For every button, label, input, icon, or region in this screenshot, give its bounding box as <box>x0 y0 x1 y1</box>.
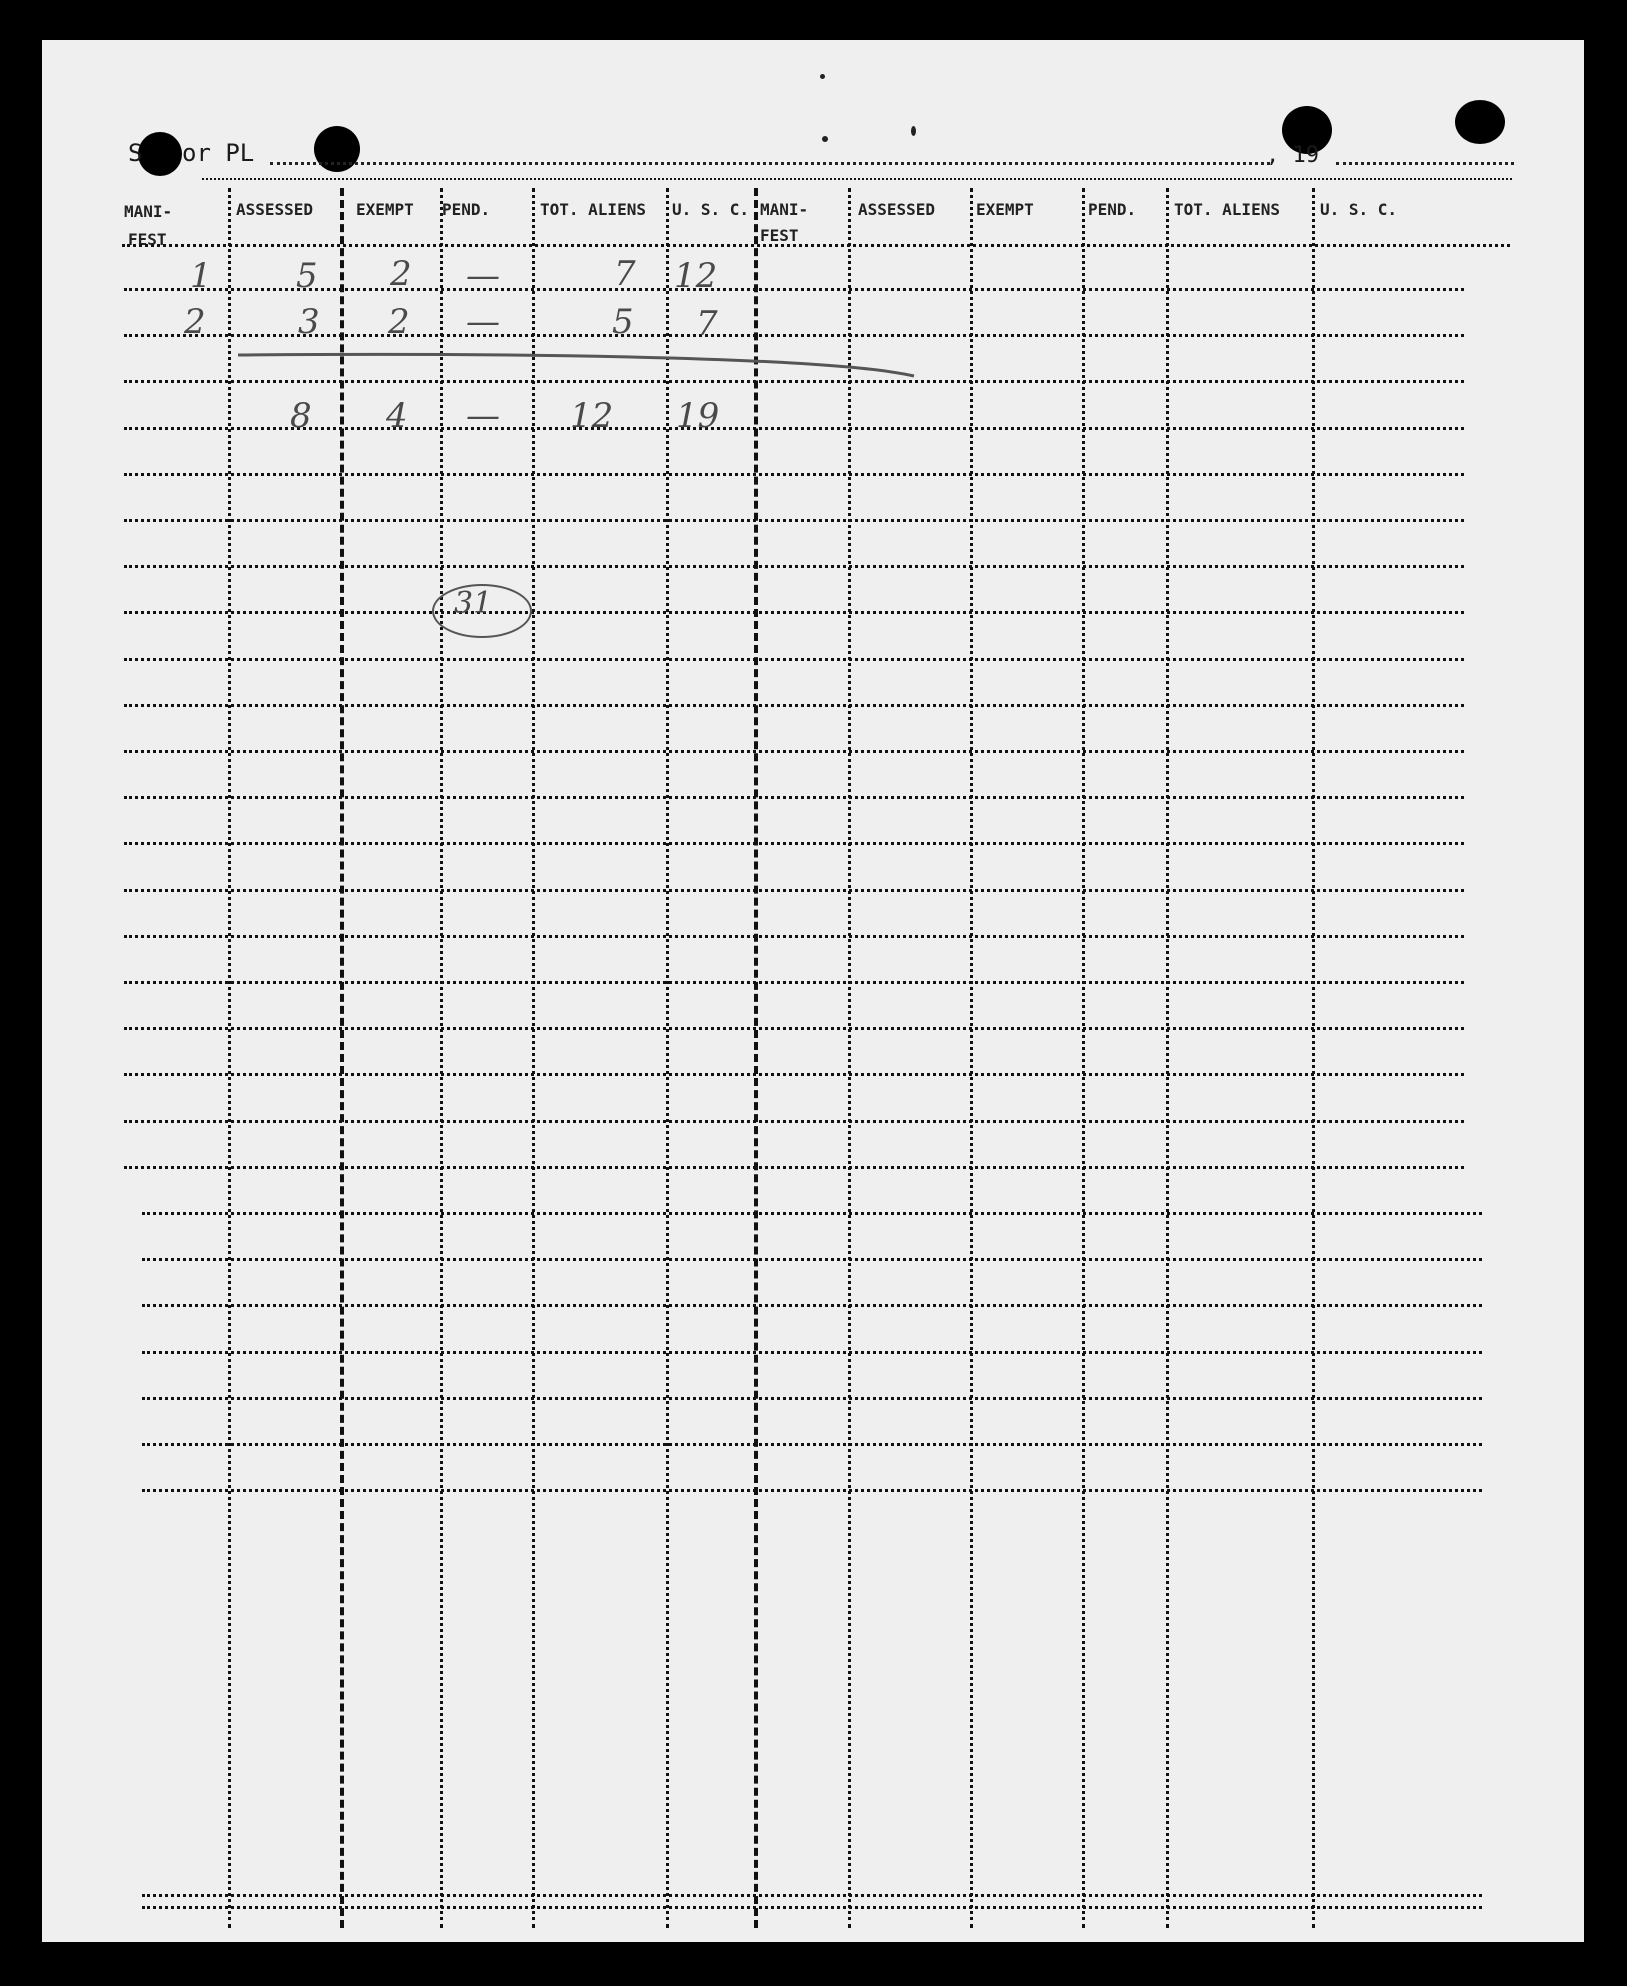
total-exempt: 4 <box>386 396 408 436</box>
col-header-manifest: MANI- <box>124 202 173 221</box>
row2-tot-aliens: 5 <box>612 302 634 342</box>
total-assessed: 8 <box>290 396 312 436</box>
total-usc: 19 <box>676 396 720 436</box>
station-label: or PL <box>182 139 255 167</box>
row2-usc: 7 <box>696 304 718 344</box>
year-prefix: , 19 <box>1266 143 1319 168</box>
col-header-tot-aliens: TOT. ALIENS <box>540 200 646 219</box>
col-header-manifest-2: FEST <box>128 230 167 249</box>
form-sheet <box>42 40 1584 1942</box>
col-header-usc: U. S. C. <box>672 200 750 219</box>
row1-manifest: 1 <box>190 256 212 296</box>
row-rule <box>124 611 1464 614</box>
row-rule <box>124 796 1464 799</box>
col-header-exempt-right: EXEMPT <box>976 200 1034 219</box>
col-header-manifest-right: MANI- <box>760 200 809 219</box>
col-header-assessed: ASSESSED <box>236 200 314 219</box>
row-rule <box>124 750 1464 753</box>
col-header-assessed-right: ASSESSED <box>858 200 936 219</box>
row-rule <box>124 842 1464 845</box>
sum-line <box>42 40 1584 540</box>
total-tot-aliens: 12 <box>570 396 614 436</box>
station-prefix: S <box>128 139 143 167</box>
row1-pend: — <box>466 256 500 296</box>
row-rule <box>124 981 1464 984</box>
row1-tot-aliens: 7 <box>614 254 636 294</box>
row-rule <box>124 704 1464 707</box>
row-rule <box>124 935 1464 938</box>
row-rule <box>124 1027 1464 1030</box>
row-rule <box>124 889 1464 892</box>
row-rule <box>124 1166 1464 1169</box>
row-rule <box>124 565 1464 568</box>
col-header-exempt: EXEMPT <box>356 200 414 219</box>
col-header-manifest-right-2: FEST <box>760 226 799 245</box>
col-header-pend: PEND. <box>442 200 491 219</box>
row1-usc: 12 <box>674 256 718 296</box>
row2-pend: — <box>466 302 500 342</box>
row2-exempt: 2 <box>388 302 410 342</box>
row1-assessed: 5 <box>296 256 318 296</box>
col-header-pend-right: PEND. <box>1088 200 1137 219</box>
row-rule <box>124 1073 1464 1076</box>
total-pend: — <box>466 396 500 436</box>
row-rule <box>124 1120 1464 1123</box>
row-rule <box>124 658 1464 661</box>
row1-exempt: 2 <box>390 254 412 294</box>
circled-note: 31 <box>454 586 493 621</box>
col-header-usc-right: U. S. C. <box>1320 200 1398 219</box>
row2-manifest: 2 <box>184 302 206 342</box>
col-header-tot-aliens-right: TOT. ALIENS <box>1174 200 1280 219</box>
row2-assessed: 3 <box>298 302 320 342</box>
